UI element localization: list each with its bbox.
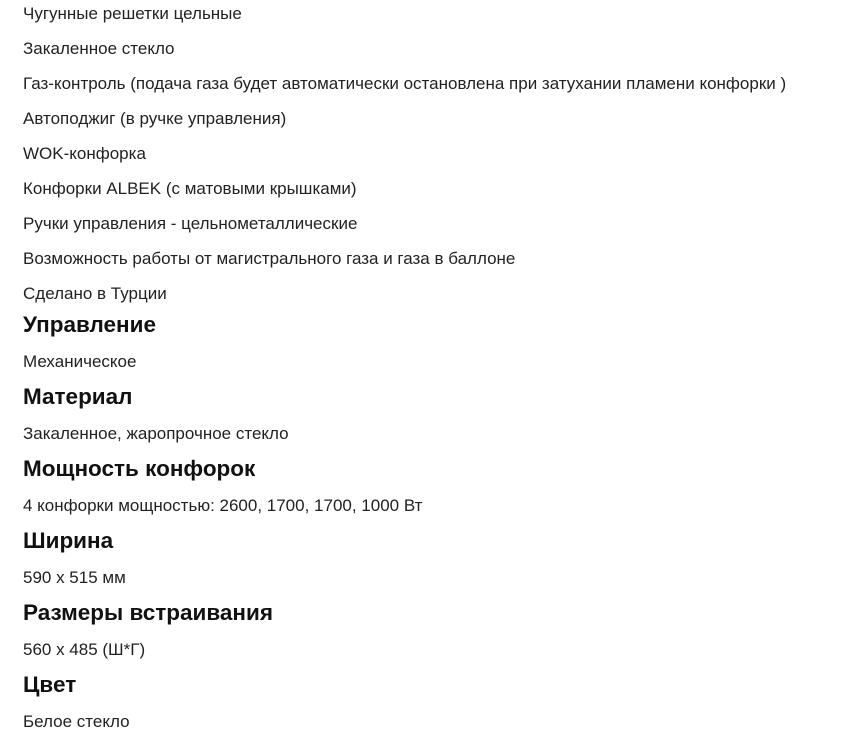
section-heading-control: Управление — [23, 312, 156, 337]
feature-item-wok-burner: WOK-конфорка — [23, 144, 146, 163]
section-value-width: 590 x 515 мм — [23, 568, 126, 587]
feature-item-cast-iron-grates: Чугунные решетки цельные — [23, 4, 242, 23]
section-heading-color: Цвет — [23, 672, 77, 697]
feature-item-gas-control: Газ-контроль (подача газа будет автоматически остановлена при затухании пламени конфорки ) — [23, 74, 787, 93]
feature-item-tempered-glass: Закаленное стекло — [23, 39, 175, 58]
feature-item-auto-ignition: Автоподжиг (в ручке управления) — [23, 109, 287, 128]
section-material — [23, 383, 848, 455]
feature-item-metal-knobs: Ручки управления - цельнометаллические — [23, 214, 358, 233]
feature-item-made-in: Сделано в Турции — [23, 284, 167, 303]
section-embed-size — [23, 599, 848, 671]
feature-list — [23, 0, 848, 311]
section-heading-width: Ширина — [23, 528, 114, 553]
section-burner-power — [23, 455, 848, 527]
section-value-embed-size: 560 x 485 (Ш*Г) — [23, 640, 146, 659]
section-value-material: Закаленное, жаропрочное стекло — [23, 424, 289, 443]
section-color — [23, 671, 848, 743]
section-heading-burner-power: Мощность конфорок — [23, 456, 256, 481]
product-specs — [23, 0, 848, 743]
section-value-color: Белое стекло — [23, 712, 130, 731]
feature-item-gas-source: Возможность работы от магистрального газа и газа в баллоне — [23, 249, 516, 268]
section-value-control: Механическое — [23, 352, 137, 371]
section-control — [23, 311, 848, 383]
section-width — [23, 527, 848, 599]
section-value-burner-power: 4 конфорки мощностью: 2600, 1700, 1700, 1000 Вт — [23, 496, 423, 515]
feature-item-albek-burners: Конфорки ALBEK (с матовыми крышками) — [23, 179, 357, 198]
section-heading-embed-size: Размеры встраивания — [23, 600, 273, 625]
section-heading-material: Материал — [23, 384, 133, 409]
